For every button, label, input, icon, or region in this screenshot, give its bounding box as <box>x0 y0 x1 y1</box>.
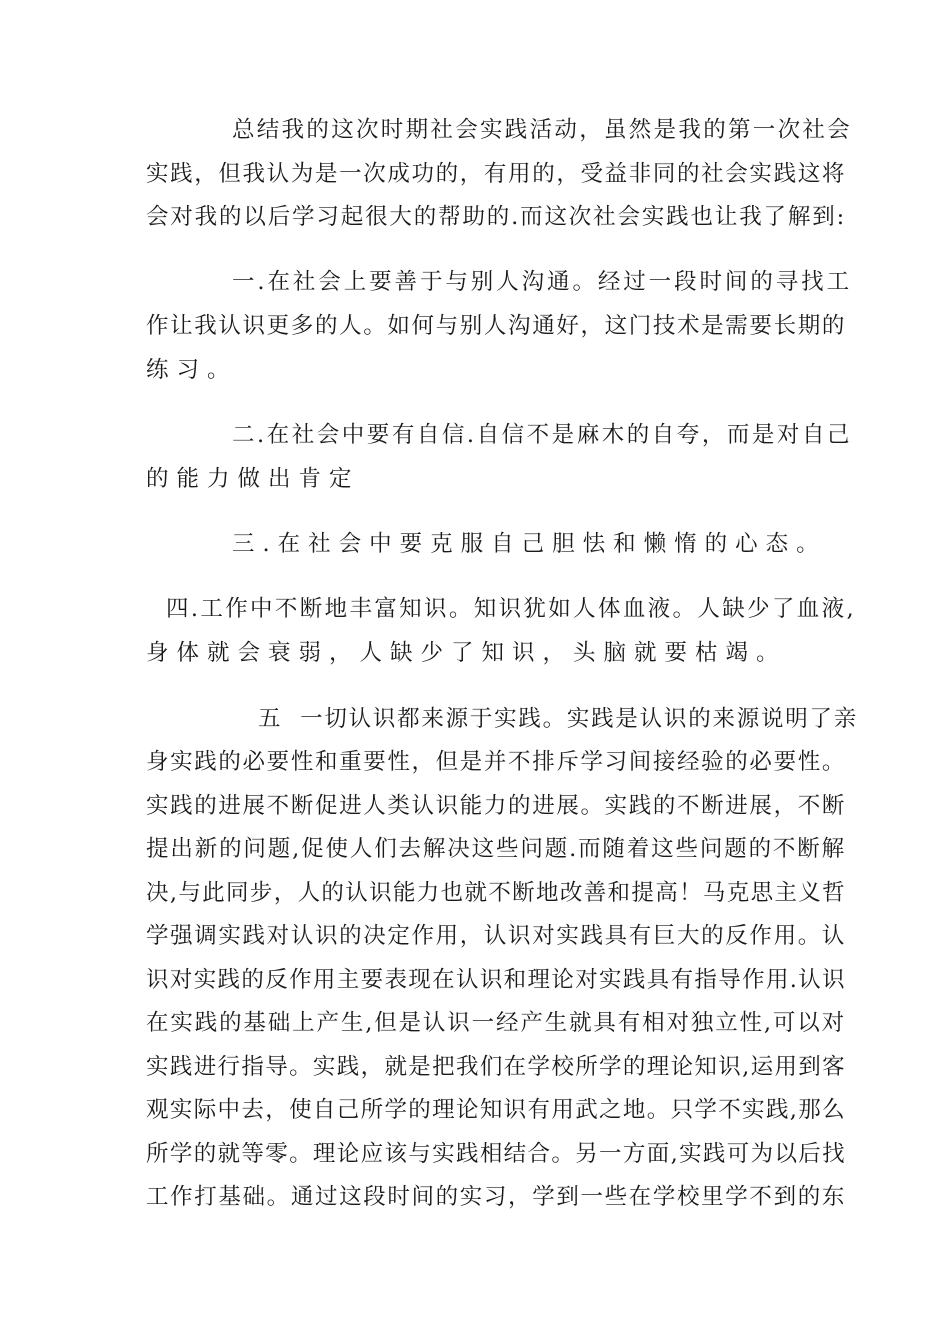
paragraph-1-line-2: 实践，但我认为是一次成功的，有用的，受益非同的社会实践这将 <box>146 161 846 187</box>
paragraph-6-line-7: 识对实践的反作用主要表现在认识和理论对实践具有指导作用.认识 <box>146 967 846 993</box>
paragraph-6-line-12: 工作打基础。通过这段时间的实习，学到一些在学校里学不到的东 <box>146 1184 846 1210</box>
paragraph-6-line-2: 身实践的必要性和重要性，但是并不排斥学习间接经验的必要性。 <box>146 749 846 775</box>
paragraph-5-line-1: 四.工作中不断地丰富知识。知识犹如人体血液。人缺少了血液, <box>166 596 856 622</box>
paragraph-2-line-3: 练习。 <box>146 357 238 383</box>
paragraph-2-line-2: 作让我认识更多的人。如何与别人沟通好，这门技术是需要长期的 <box>146 313 846 339</box>
paragraph-1-line-1: 总结我的这次时期社会实践活动，虽然是我的第一次社会 <box>232 117 852 143</box>
paragraph-6-line-4: 提出新的问题,促使人们去解决这些问题.而随着这些问题的不断解 <box>146 836 846 862</box>
paragraph-6-line-8: 在实践的基础上产生,但是认识一经产生就具有相对独立性,可以对 <box>146 1010 846 1036</box>
paragraph-4-line-1: 三.在社会中要克服自己胆怯和懒惰的心态。 <box>232 531 827 557</box>
paragraph-6-line-3: 实践的进展不断促进人类认识能力的进展。实践的不断进展，不断 <box>146 793 846 819</box>
paragraph-1-line-3: 会对我的以后学习起很大的帮助的.而这次社会实践也让我了解到: <box>146 204 846 230</box>
paragraph-2-line-1: 一.在社会上要善于与别人沟通。经过一段时间的寻找工 <box>232 269 852 295</box>
paragraph-5-line-2: 身体就会衰弱，人缺少了知识，头脑就要枯竭。 <box>146 640 787 666</box>
paragraph-6-line-9: 实践进行指导。实践，就是把我们在学校所学的理论知识,运用到客 <box>146 1054 846 1080</box>
paragraph-6-line-10: 观实际中去，使自己所学的理论知识有用武之地。只学不实践,那么 <box>146 1097 846 1123</box>
paragraph-6-line-1: 五 一切认识都来源于实践。实践是认识的来源说明了亲 <box>258 706 858 732</box>
paragraph-3-line-2: 的能力做出肯定 <box>146 466 360 492</box>
paragraph-3-line-1: 二.在社会中要有自信.自信不是麻木的自夸，而是对自己 <box>232 422 852 448</box>
paragraph-6-line-11: 所学的就等零。理论应该与实践相结合。另一方面,实践可为以后找 <box>146 1141 846 1167</box>
paragraph-6-line-5: 决,与此同步，人的认识能力也就不断地改善和提高！马克思主义哲 <box>146 880 846 906</box>
paragraph-6-line-6: 学强调实践对认识的决定作用，认识对实践具有巨大的反作用。认 <box>146 923 846 949</box>
